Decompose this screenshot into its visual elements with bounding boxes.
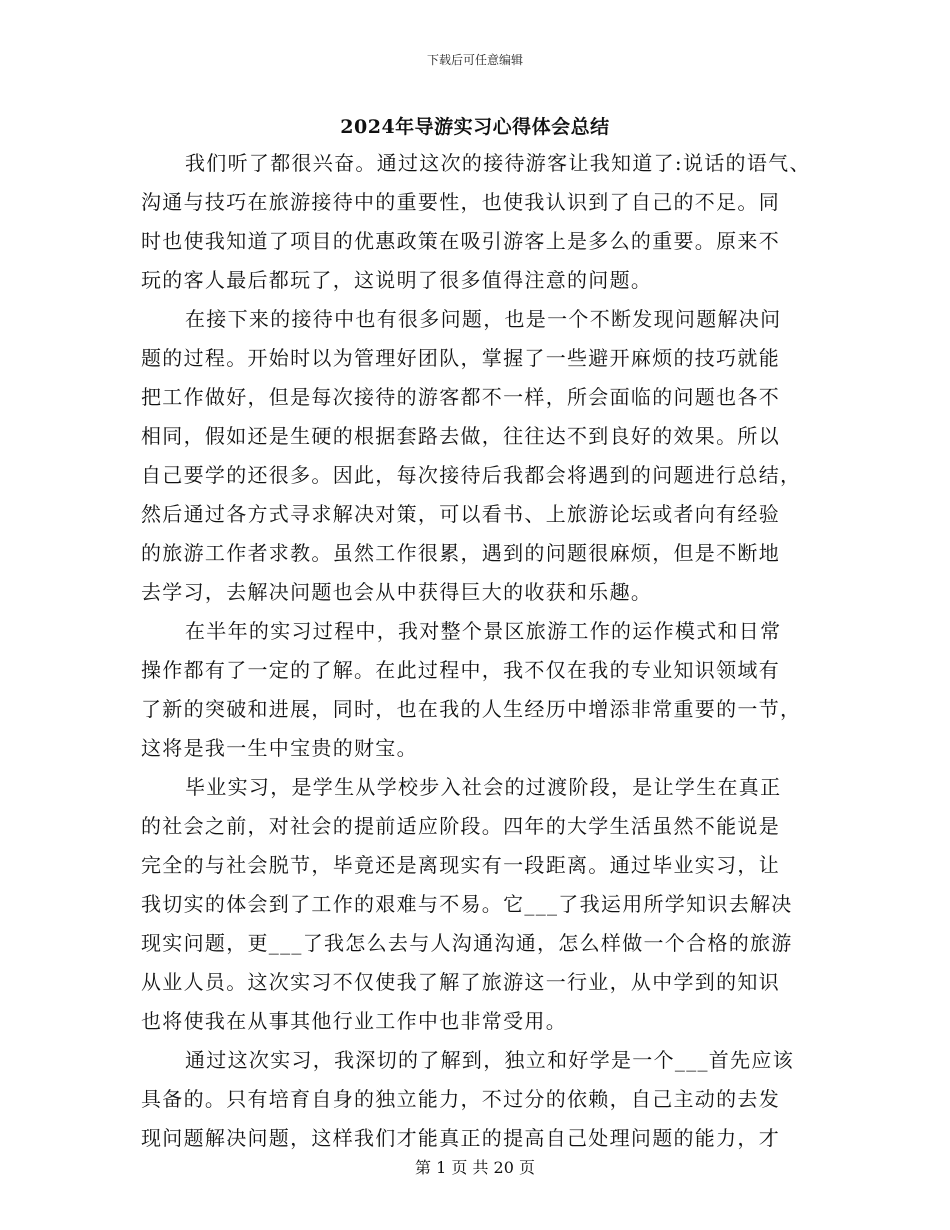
text-line: 题的过程。开始时以为管理好团队，掌握了一些避开麻烦的技巧就能 (141, 346, 780, 370)
text-line: 在半年的实习过程中，我对整个景区旅游工作的运作模式和日常 (185, 619, 782, 643)
paragraph-4 (141, 768, 821, 1041)
text-line: 具备的。只有培育自身的独立能力，不过分的依赖，自己主动的去发 (141, 1087, 780, 1111)
text-line: 我们听了都很兴奋。通过这次的接待游客让我知道了:说话的语气、 (185, 151, 811, 175)
text-line: 通过这次实习，我深切的了解到，独立和好学是一个___首先应该 (185, 1048, 794, 1072)
text-line: 时也使我知道了项目的优惠政策在吸引游客上是多么的重要。原来不 (141, 229, 780, 253)
text-line: 然后通过各方式寻求解决对策，可以看书、上旅游论坛或者向有经验 (141, 502, 780, 526)
text-line: 了新的突破和进展，同时，也在我的人生经历中增添非常重要的一节， (141, 697, 802, 721)
text-line: 在接下来的接待中也有很多问题，也是一个不断发现问题解决问 (185, 307, 782, 331)
text-line: 这将是我一生中宝贵的财宝。 (141, 736, 418, 760)
text-line: 去学习，去解决问题也会从中获得巨大的收获和乐趣。 (141, 580, 653, 604)
document-body (141, 144, 821, 1158)
text-line: 自己要学的还很多。因此，每次接待后我都会将遇到的问题进行总结， (141, 463, 802, 487)
paragraph-5 (141, 1041, 821, 1158)
text-line: 完全的与社会脱节，毕竟还是离现实有一段距离。通过毕业实习，让 (141, 853, 780, 877)
paragraph-3 (141, 612, 821, 768)
text-line: 从业人员。这次实习不仅使我了解了旅游这一行业，从中学到的知识 (141, 970, 780, 994)
text-line: 我切实的体会到了工作的艰难与不易。它___了我运用所学知识去解决 (141, 892, 793, 916)
text-line: 现实问题，更___了我怎么去与人沟通沟通，怎么样做一个合格的旅游 (141, 931, 793, 955)
text-line: 的社会之前，对社会的提前适应阶段。四年的大学生活虽然不能说是 (141, 814, 780, 838)
text-line: 玩的客人最后都玩了，这说明了很多值得注意的问题。 (141, 268, 653, 292)
text-line: 相同，假如还是生硬的根据套路去做，往往达不到良好的效果。所以 (141, 424, 780, 448)
text-line: 现问题解决问题，这样我们才能真正的提高自己处理问题的能力，才 (141, 1126, 780, 1150)
text-line: 也将使我在从事其他行业工作中也非常受用。 (141, 1009, 567, 1033)
text-line: 把工作做好，但是每次接待的游客都不一样，所会面临的问题也各不 (141, 385, 780, 409)
text-line: 沟通与技巧在旅游接待中的重要性，也使我认识到了自己的不足。同 (141, 190, 780, 214)
document-title: 2024年导游实习心得体会总结 (340, 116, 610, 138)
page-header-note: 下载后可任意编辑 (426, 53, 523, 67)
text-line: 的旅游工作者求教。虽然工作很累，遇到的问题很麻烦，但是不断地 (141, 541, 780, 565)
page-number-footer: 第 1 页 共 20 页 (415, 1158, 535, 1177)
paragraph-1 (141, 144, 821, 300)
paragraph-2 (141, 300, 821, 612)
text-line: 操作都有了一定的了解。在此过程中，我不仅在我的专业知识领域有 (141, 658, 780, 682)
text-line: 毕业实习，是学生从学校步入社会的过渡阶段，是让学生在真正 (185, 775, 782, 799)
